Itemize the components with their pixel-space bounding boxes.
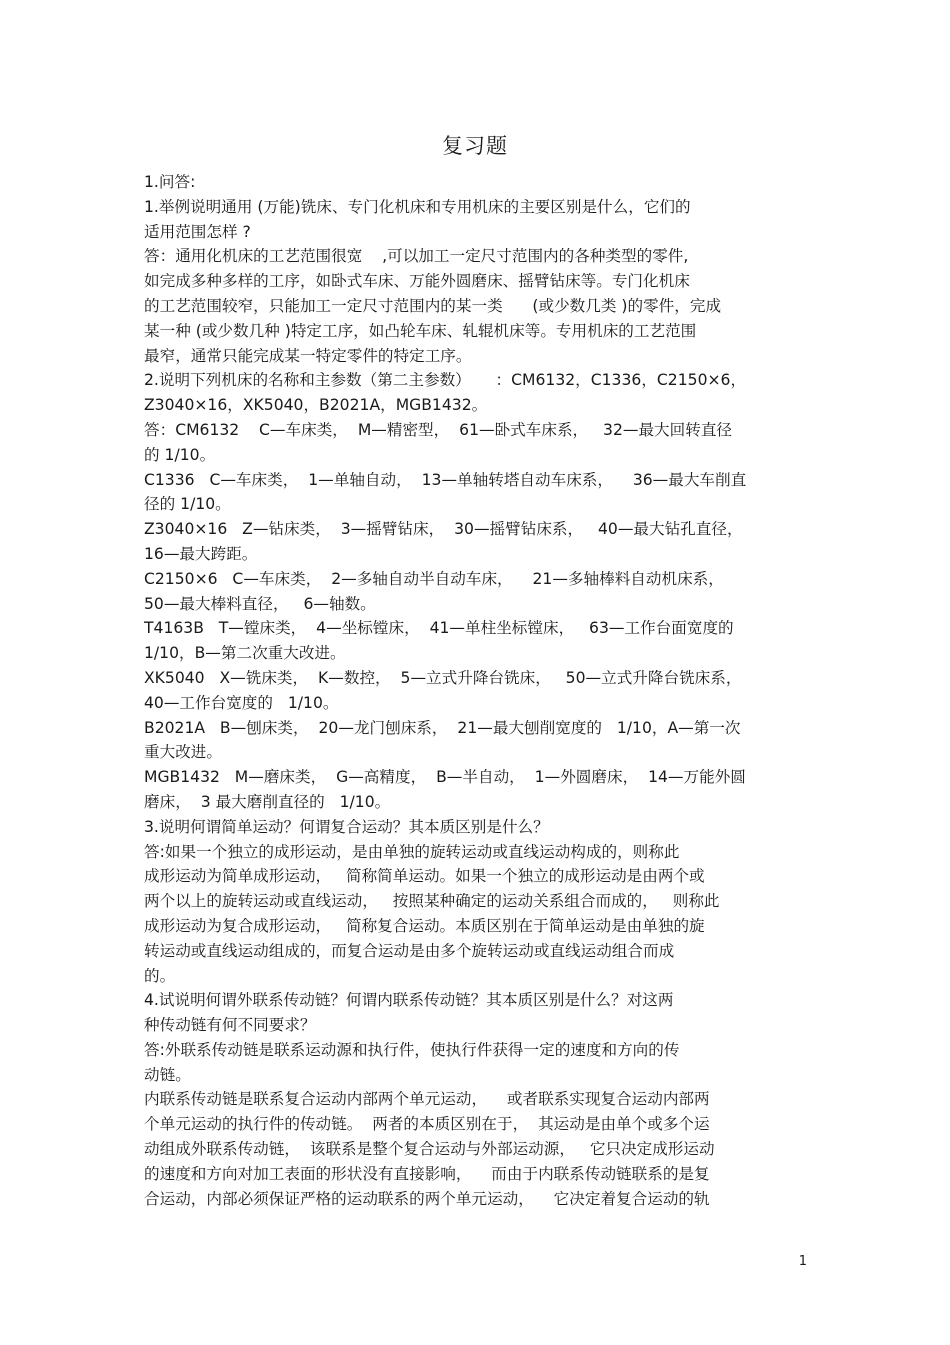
text-line: 最窄，通常只能完成某一特定零件的特定工序。 [144, 346, 472, 365]
text-line: 动组成外联系传动链， 该联系是整个复合运动与外部运动源， 它只决定成形运动 [144, 1140, 715, 1159]
text-line: C2150×6 C—车床类， 2—多轴自动半自动车床， 21—多轴棒料自动机床系， [144, 569, 724, 588]
text-line: 动链。 [144, 1065, 191, 1084]
text-line: 答:如果一个独立的成形运动，是由单独的旋转运动或直线运动构成的，则称此 [144, 842, 680, 861]
text-line: Z3040×16 Z—钻床类， 3—摇臂钻床， 30—摇臂钻床系， 40—最大钻孔直径， [144, 520, 743, 539]
text-line: 的速度和方向对加工表面的形状没有直接影响， 而由于内联系传动链联系的是复 [144, 1164, 710, 1183]
text-line: 2.说明下列机床的名称和主参数（第二主参数） ：CM6132，C1336，C2150×6， [144, 371, 747, 390]
text-line: 径的 1/10。 [144, 495, 231, 514]
text-line: 如完成多种多样的工序，如卧式车床、万能外圆磨床、摇臂钻床等。专门化机床 [144, 272, 690, 291]
text-line: 转运动或直线运动组成的，而复合运动是由多个旋转运动或直线运动组合而成 [144, 941, 675, 960]
page-title: 复习题 [442, 134, 508, 158]
text-line: MGB1432 M—磨床类， G—高精度， B—半自动， 1—外圆磨床， 14—万能外圆 [144, 768, 746, 787]
text-line: 成形运动为简单成形运动， 简称简单运动。如果一个独立的成形运动是由两个或 [144, 867, 705, 886]
text-line: XK5040 X—铣床类， K—数控， 5—立式升降台铣床， 50—立式升降台铣床系， [144, 668, 742, 687]
text-line: 答：CM6132 C—车床类， M—精密型， 61—卧式车床系， 32—最大回转直径 [144, 420, 733, 439]
text-line: 重大改进。 [144, 743, 222, 762]
text-line: 4.试说明何谓外联系传动链？何谓内联系传动链？其本质区别是什么？对这两 [144, 991, 674, 1010]
text-line: 的工艺范围较窄，只能加工一定尺寸范围内的某一类 (或少数几类 )的零件，完成 [144, 296, 722, 315]
text-line: B2021A B—刨床类， 20—龙门刨床系， 21—最大刨削宽度的 1/10，A—第一次 [144, 718, 741, 737]
text-line: 适用范围怎样 ? [144, 222, 251, 241]
text-line: 磨床， 3 最大磨削直径的 1/10。 [144, 792, 391, 811]
text-line: 成形运动为复合成形运动， 简称复合运动。本质区别在于简单运动是由单独的旋 [144, 916, 705, 935]
text-line: 的。 [144, 966, 176, 985]
text-line: 50—最大棒料直径， 6—轴数。 [144, 594, 376, 613]
text-line: T4163B T—镗床类， 4—坐标镗床， 41—单柱坐标镗床， 63—工作台面宽度的 [144, 619, 734, 638]
text-line: 1.举例说明通用 (万能)铣床、专门化机床和专用机床的主要区别是什么，它们的 [144, 197, 691, 216]
text-line: 某一种 (或少数几种 )特定工序，如凸轮车床、轧辊机床等。专用机床的工艺范围 [144, 321, 697, 340]
text-line: C1336 C—车床类， 1—单轴自动， 13—单轴转塔自动车床系， 36—最大车削直 [144, 470, 747, 489]
text-line: 合运动，内部必须保证严格的运动联系的两个单元运动， 它决定着复合运动的轨 [144, 1189, 710, 1208]
text-line: 种传动链有何不同要求？ [144, 1016, 316, 1035]
text-line: 40—工作台宽度的 1/10。 [144, 693, 339, 712]
text-line: Z3040×16，XK5040，B2021A，MGB1432。 [144, 396, 488, 415]
text-line: 的 1/10。 [144, 445, 216, 464]
text-line: 16—最大跨距。 [144, 544, 258, 563]
text-line: 答：通用化机床的工艺范围很宽 ,可以加工一定尺寸范围内的各种类型的零件, [144, 247, 689, 266]
text-line: 两个以上的旋转运动或直线运动， 按照某种确定的运动关系组合而成的， 则称此 [144, 892, 720, 911]
text-line: 1/10，B—第二次重大改进。 [144, 644, 346, 663]
text-line: 3.说明何谓简单运动？何谓复合运动？其本质区别是什么？ [144, 817, 549, 836]
text-line: 答:外联系传动链是联系运动源和执行件，使执行件获得一定的速度和方向的传 [144, 1040, 680, 1059]
text-line: 个单元运动的执行件的传动链。 两者的本质区别在于， 其运动是由单个或多个运 [144, 1115, 710, 1134]
text-line: 内联系传动链是联系复合运动内部两个单元运动， 或者联系实现复合运动内部两 [144, 1090, 710, 1109]
page-number: 1 [798, 1254, 807, 1269]
text-line: 1.问答: [144, 173, 196, 191]
document-body [144, 170, 809, 1211]
